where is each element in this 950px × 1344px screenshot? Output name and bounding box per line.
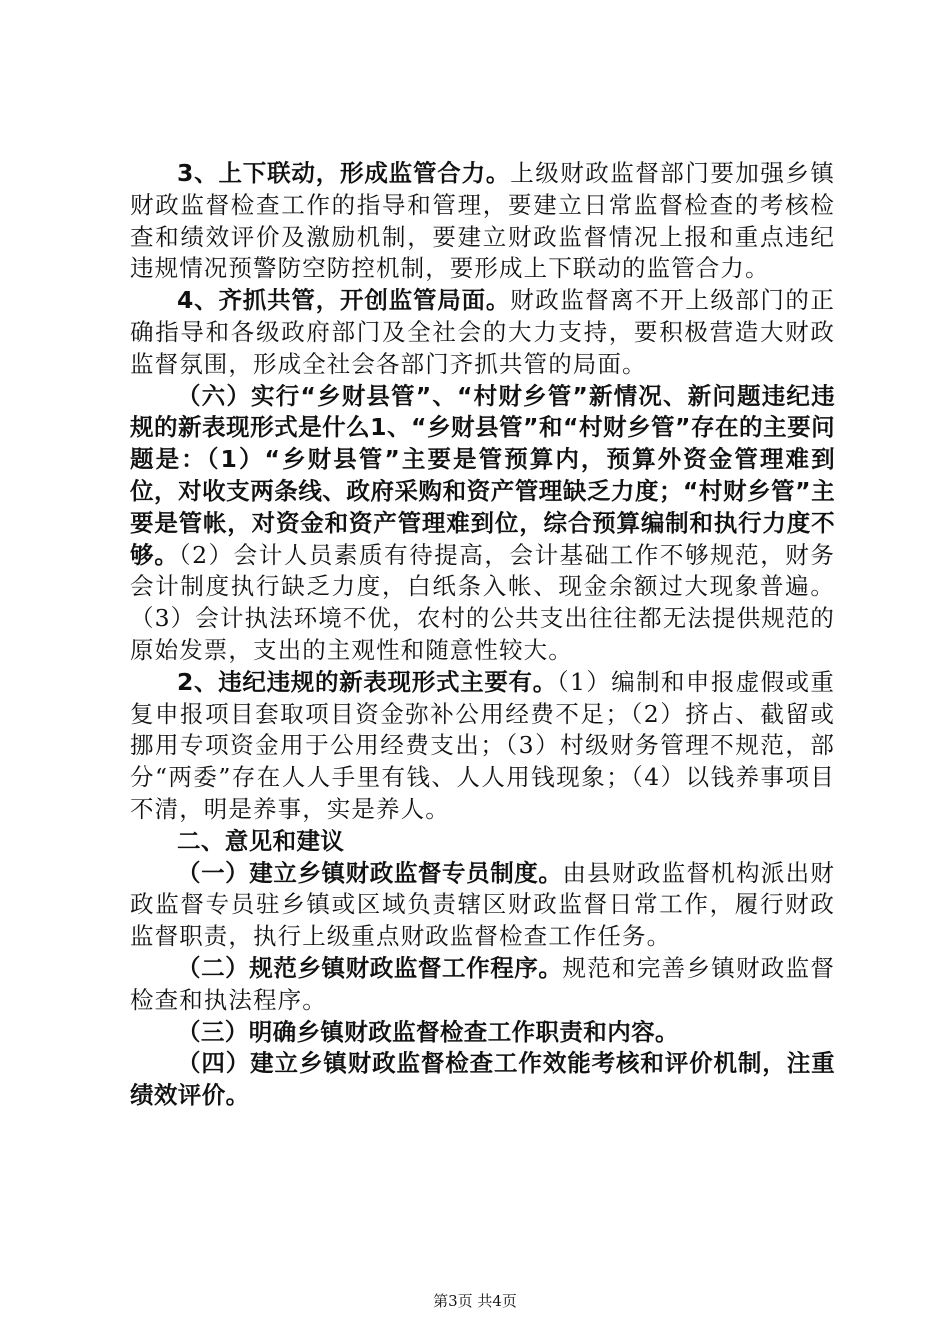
suggestion-3-heading: （三）明确乡镇财政监督检查工作职责和内容。 bbox=[177, 1017, 679, 1046]
paragraph-3-text: （2）会计人员素质有待提高，会计基础工作不够规范，财务会计制度执行缺乏力度，白纸条入帐、现金余额过大现象普遍。（3）会计执法环境不优，农村的公共支出往往都无法提供规范的原始发票，支出的主观性和随意性较大。 bbox=[130, 540, 835, 664]
paragraph-2-heading: 4、齐抓共管，开创监管局面。 bbox=[177, 286, 511, 315]
suggestion-1 bbox=[130, 858, 835, 953]
suggestion-2-heading: （二）规范乡镇财政监督工作程序。 bbox=[177, 953, 563, 982]
paragraph-2 bbox=[130, 285, 835, 380]
paragraph-1 bbox=[130, 158, 835, 285]
suggestion-4-heading: （四）建立乡镇财政监督检查工作效能考核和评价机制，注重绩效评价。 bbox=[130, 1049, 835, 1110]
suggestion-2 bbox=[130, 953, 835, 1017]
page-number-footer: 第3页 共4页 bbox=[433, 1292, 517, 1310]
paragraph-3 bbox=[130, 381, 835, 667]
paragraph-2-text: 财政监督离不开上级部门的正确指导和各级政府部门及全社会的大力支持，要积极营造大财政监督氛围，形成全社会各部门齐抓共管的局面。 bbox=[130, 286, 835, 378]
suggestion-4 bbox=[130, 1048, 835, 1112]
paragraph-3-heading: （六）实行“乡财县管”、“村财乡管”新情况、新问题违纪违规的新表现形式是什么1、“乡财县管”和“村财乡管”存在的主要问题是：（1）“乡财县管”主要是管预算内，预算外资金管理难到位，对收支两条线、政府采购和资产管理缺乏力度；“村财乡管”主要是管帐，对资金和资产管理难到位，综合预算编制和执行力度不够。 bbox=[130, 381, 835, 569]
section-heading bbox=[130, 826, 835, 858]
paragraph-1-text: 上级财政监督部门要加强乡镇财政监督检查工作的指导和管理，要建立日常监督检查的考核检查和绩效评价及激励机制，要建立财政监督情况上报和重点违纪违规情况预警防空防控机制，要形成上下联动的监管合力。 bbox=[130, 159, 835, 283]
body-text bbox=[130, 158, 835, 1112]
paragraph-4 bbox=[130, 667, 835, 826]
suggestion-2-text: 规范和完善乡镇财政监督检查和执法程序。 bbox=[130, 953, 835, 1014]
paragraph-4-text: （1）编制和申报虚假或重复申报项目套取项目资金弥补公用经费不足；（2）挤占、截留或挪用专项资金用于公用经费支出；（3）村级财务管理不规范，部分“两委”存在人人手里有钱、人人用钱现象；（4）以钱养事项目不清，明是养事，实是养人。 bbox=[130, 667, 835, 823]
paragraph-4-heading: 2、违纪违规的新表现形式主要有。 bbox=[177, 667, 557, 696]
suggestion-3 bbox=[130, 1017, 835, 1049]
suggestion-1-text: 由县财政监督机构派出财政监督专员驻乡镇或区域负责辖区财政监督日常工作，履行财政监督职责，执行上级重点财政监督检查工作任务。 bbox=[130, 858, 835, 951]
suggestion-1-heading: （一）建立乡镇财政监督专员制度。 bbox=[177, 858, 563, 887]
section-heading-text: 二、意见和建议 bbox=[177, 826, 345, 855]
paragraph-1-heading: 3、上下联动，形成监管合力。 bbox=[177, 159, 511, 187]
